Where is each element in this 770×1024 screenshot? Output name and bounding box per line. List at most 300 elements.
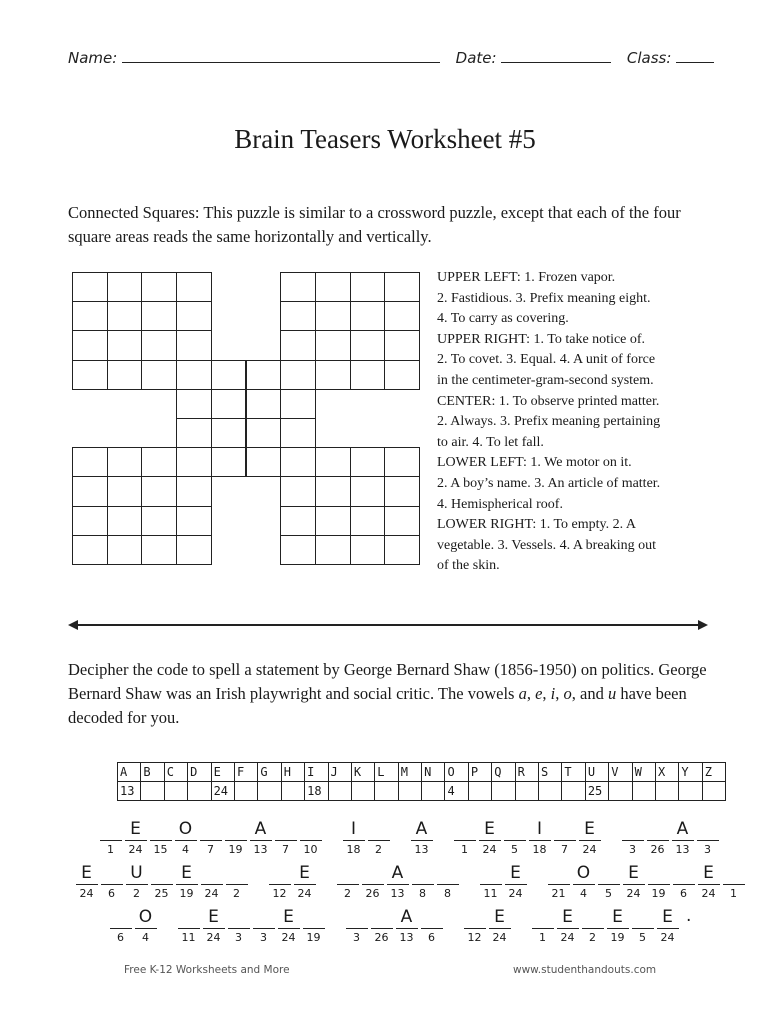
key-letter-cell: U — [585, 763, 608, 782]
grid-cell[interactable] — [350, 476, 386, 506]
grid-cell[interactable] — [72, 272, 108, 302]
key-number-cell[interactable]: 24 — [211, 782, 234, 801]
code-number: 13 — [399, 931, 414, 944]
key-number-cell[interactable] — [258, 782, 281, 801]
grid-cell[interactable] — [72, 330, 108, 360]
key-letters-row — [118, 763, 726, 782]
code-number: 4 — [182, 843, 189, 856]
grid-cell[interactable] — [141, 506, 177, 536]
cipher-slot[interactable] — [571, 862, 596, 900]
grid-cell[interactable] — [107, 535, 143, 565]
cipher-slot[interactable] — [462, 906, 487, 944]
cipher-slot[interactable] — [409, 818, 434, 856]
key-letter-cell: A — [118, 763, 141, 782]
grid-cell[interactable] — [176, 476, 212, 506]
cipher-slot[interactable] — [173, 818, 198, 856]
cipher-slot[interactable] — [502, 818, 527, 856]
grid-cell[interactable] — [280, 301, 316, 331]
grid-cell[interactable] — [176, 389, 212, 419]
section2-intro — [68, 658, 708, 730]
code-number: 24 — [508, 887, 523, 900]
grid-cell[interactable] — [72, 535, 108, 565]
decoded-letter — [275, 818, 297, 841]
cipher-slot[interactable] — [198, 818, 223, 856]
code-number: 12 — [467, 931, 482, 944]
decoded-letter — [300, 818, 322, 841]
cipher-slot[interactable] — [419, 906, 444, 944]
key-letter-cell: N — [422, 763, 445, 782]
code-number: 6 — [117, 931, 124, 944]
key-number-cell[interactable] — [375, 782, 398, 801]
clue-line: 2. Fastidious. 3. Prefix meaning eight. — [437, 290, 651, 306]
grid-cell[interactable] — [350, 447, 386, 477]
key-letter-cell: C — [164, 763, 187, 782]
grid-cell[interactable] — [384, 330, 420, 360]
key-number-cell[interactable] — [234, 782, 257, 801]
code-number: 2 — [375, 843, 382, 856]
decoded-letter — [480, 862, 502, 885]
cipher-slot[interactable] — [630, 906, 655, 944]
code-number: 24 — [79, 887, 94, 900]
code-number: 24 — [281, 931, 296, 944]
date-line — [501, 48, 611, 63]
grid-cell[interactable] — [107, 301, 143, 331]
code-number: 8 — [444, 887, 451, 900]
code-number: 5 — [511, 843, 518, 856]
decoded-letter: E — [657, 906, 679, 929]
code-number: 26 — [365, 887, 380, 900]
cipher-slot[interactable] — [298, 818, 323, 856]
cipher-slot[interactable] — [596, 862, 621, 900]
key-number-cell[interactable] — [562, 782, 585, 801]
grid-cell[interactable] — [141, 360, 177, 390]
decoded-letter — [504, 818, 526, 841]
decoded-letter: A — [250, 818, 272, 841]
decoded-letter: A — [672, 818, 694, 841]
decoded-letter: I — [343, 818, 365, 841]
code-number: 24 — [560, 931, 575, 944]
cipher-slot[interactable] — [335, 862, 360, 900]
decoded-letter — [371, 906, 393, 929]
vowel-u: u — [607, 684, 617, 703]
grid-cell[interactable] — [384, 272, 420, 302]
cipher-slot[interactable] — [620, 818, 645, 856]
code-number: 13 — [414, 843, 429, 856]
code-number: 13 — [253, 843, 268, 856]
grid-cell[interactable] — [176, 272, 212, 302]
grid-cell[interactable] — [384, 506, 420, 536]
code-number: 19 — [179, 887, 194, 900]
grid-cell[interactable] — [315, 272, 351, 302]
sep: , — [555, 684, 564, 703]
key-letter-cell: V — [609, 763, 632, 782]
cipher-slot[interactable] — [124, 862, 149, 900]
cipher-slot[interactable] — [248, 818, 273, 856]
code-number: 4 — [580, 887, 587, 900]
cipher-slot[interactable] — [477, 818, 502, 856]
grid-cell[interactable] — [72, 301, 108, 331]
code-number: 19 — [306, 931, 321, 944]
cipher-slot[interactable] — [176, 906, 201, 944]
cipher-slot[interactable] — [148, 818, 173, 856]
cipher-slot[interactable] — [696, 862, 721, 900]
cipher-slot[interactable] — [223, 818, 248, 856]
grid-cell[interactable] — [384, 360, 420, 390]
cipher-slot[interactable] — [366, 818, 391, 856]
grid-cell[interactable] — [141, 330, 177, 360]
cipher-slot[interactable] — [201, 906, 226, 944]
code-number: 21 — [551, 887, 566, 900]
cipher-slot[interactable] — [344, 906, 369, 944]
cipher-slot[interactable] — [503, 862, 528, 900]
code-number: 2 — [589, 931, 596, 944]
name-label: Name: — [68, 49, 118, 67]
code-number: 11 — [483, 887, 498, 900]
key-number-cell[interactable] — [188, 782, 211, 801]
grid-cell[interactable] — [176, 330, 212, 360]
cipher-slot[interactable] — [695, 818, 720, 856]
vowel-a: a — [518, 684, 527, 703]
grid-cell[interactable] — [176, 418, 212, 448]
key-number-cell[interactable] — [422, 782, 445, 801]
grid-cell[interactable] — [211, 418, 247, 448]
decoded-letter — [412, 862, 434, 885]
decoded-letter: E — [479, 818, 501, 841]
grid-cell[interactable] — [107, 272, 143, 302]
grid-cell[interactable] — [72, 360, 108, 390]
clue-line: LOWER RIGHT: 1. To empty. 2. A — [437, 517, 636, 533]
cipher-slot[interactable] — [487, 906, 512, 944]
cipher-slot[interactable] — [267, 862, 292, 900]
decoded-letter: E — [489, 906, 511, 929]
cipher-slot[interactable] — [174, 862, 199, 900]
grid-cell[interactable] — [72, 506, 108, 536]
key-letter-cell: M — [398, 763, 421, 782]
code-number: 24 — [660, 931, 675, 944]
cipher-slot[interactable] — [645, 818, 670, 856]
grid-cell[interactable] — [107, 330, 143, 360]
clue-line: 4. Hemispherical roof. — [437, 496, 563, 512]
grid-cell[interactable] — [176, 360, 212, 390]
sep: , — [542, 684, 551, 703]
clue-line: CENTER: 1. To observe printed matter. — [437, 393, 660, 409]
grid-cell[interactable] — [280, 418, 316, 448]
cipher-slot[interactable] — [149, 862, 174, 900]
grid-cell[interactable] — [176, 301, 212, 331]
decoded-letter — [253, 906, 275, 929]
decoded-letter: E — [176, 862, 198, 885]
code-number: 24 — [204, 887, 219, 900]
key-number-cell[interactable] — [281, 782, 304, 801]
cipher-slot[interactable] — [655, 906, 680, 944]
decoded-letter — [598, 862, 620, 885]
cipher-slot[interactable] — [552, 818, 577, 856]
grid-cell[interactable] — [315, 447, 351, 477]
cipher-slot[interactable] — [292, 862, 317, 900]
cipher-slot[interactable] — [621, 862, 646, 900]
decoded-letter: E — [607, 906, 629, 929]
cipher-slot[interactable] — [273, 818, 298, 856]
key-number-cell[interactable] — [539, 782, 562, 801]
code-number: 24 — [626, 887, 641, 900]
code-number: 19 — [610, 931, 625, 944]
grid-cell[interactable] — [246, 418, 282, 448]
cipher-slot[interactable] — [98, 818, 123, 856]
key-letter-cell: P — [468, 763, 491, 782]
grid-cell[interactable] — [246, 360, 282, 390]
code-number: 1 — [461, 843, 468, 856]
key-letter-cell: K — [351, 763, 374, 782]
code-number: 6 — [428, 931, 435, 944]
key-number-cell[interactable]: 18 — [305, 782, 328, 801]
key-number-cell[interactable]: 25 — [585, 782, 608, 801]
cipher-slot[interactable] — [133, 906, 158, 944]
key-number-cell[interactable] — [609, 782, 632, 801]
code-number: 19 — [228, 843, 243, 856]
decoded-letter — [200, 818, 222, 841]
grid-cell[interactable] — [280, 272, 316, 302]
intro-text-b: have been decoded for you. — [68, 684, 687, 727]
decoded-letter — [622, 818, 644, 841]
cipher-slot[interactable] — [199, 862, 224, 900]
key-letter-cell: D — [188, 763, 211, 782]
decoded-letter — [303, 906, 325, 929]
key-number-cell[interactable] — [679, 782, 702, 801]
key-letter-cell: B — [141, 763, 164, 782]
decoded-letter: U — [126, 862, 148, 885]
grid-cell[interactable] — [141, 447, 177, 477]
grid-cell[interactable] — [280, 506, 316, 536]
decoded-letter: E — [698, 862, 720, 885]
decoded-letter — [723, 862, 745, 885]
grid-cell[interactable] — [141, 272, 177, 302]
code-number: 24 — [482, 843, 497, 856]
grid-cell[interactable] — [211, 447, 247, 477]
grid-cell[interactable] — [176, 447, 212, 477]
grid-cell[interactable] — [350, 301, 386, 331]
key-number-cell[interactable] — [492, 782, 515, 801]
cipher-slot[interactable] — [721, 862, 746, 900]
decoded-letter — [632, 906, 654, 929]
code-number: 2 — [233, 887, 240, 900]
decoded-letter: E — [125, 818, 147, 841]
decoded-letter — [269, 862, 291, 885]
cipher-slot[interactable] — [452, 818, 477, 856]
grid-cell[interactable] — [384, 535, 420, 565]
code-number: 13 — [390, 887, 405, 900]
grid-cell[interactable] — [72, 447, 108, 477]
code-number: 1 — [107, 843, 114, 856]
sep: , — [526, 684, 536, 703]
grid-cell[interactable] — [384, 476, 420, 506]
class-label: Class: — [626, 49, 672, 67]
decoded-letter — [201, 862, 223, 885]
key-number-cell[interactable] — [351, 782, 374, 801]
grid-cell[interactable] — [176, 535, 212, 565]
grid-cell[interactable] — [141, 476, 177, 506]
cipher-slot[interactable] — [276, 906, 301, 944]
class-line — [676, 48, 714, 63]
grid-cell[interactable] — [107, 447, 143, 477]
cipher-slot[interactable] — [670, 818, 695, 856]
key-number-cell[interactable] — [468, 782, 491, 801]
code-number: 8 — [419, 887, 426, 900]
code-number: 7 — [282, 843, 289, 856]
decoded-letter — [178, 906, 200, 929]
clue-line: of the skin. — [437, 558, 500, 574]
code-number: 25 — [154, 887, 169, 900]
decoded-letter — [454, 818, 476, 841]
grid-cell[interactable] — [141, 535, 177, 565]
grid-cell[interactable] — [107, 476, 143, 506]
key-number-cell[interactable] — [702, 782, 725, 801]
key-letter-cell: F — [234, 763, 257, 782]
decoded-letter — [582, 906, 604, 929]
grid-cell[interactable] — [280, 447, 316, 477]
key-letter-cell: R — [515, 763, 538, 782]
intro-text-a: Decipher the code to spell a statement by George Bernard Shaw (1856-1950) on politics. George Bernard Shaw was an Irish playwright and social critic. The vowels — [68, 660, 707, 703]
grid-cell[interactable] — [350, 506, 386, 536]
decoded-letter: E — [203, 906, 225, 929]
decoded-letter: A — [396, 906, 418, 929]
cipher-slot[interactable] — [410, 862, 435, 900]
grid-cell[interactable] — [176, 506, 212, 536]
cipher-slot[interactable] — [74, 862, 99, 900]
cipher-slot[interactable] — [224, 862, 249, 900]
cipher-slot[interactable] — [435, 862, 460, 900]
decoded-letter: O — [175, 818, 197, 841]
code-number: 2 — [133, 887, 140, 900]
decoded-letter: E — [505, 862, 527, 885]
grid-cell[interactable] — [384, 447, 420, 477]
key-number-cell[interactable] — [164, 782, 187, 801]
clues-list — [437, 268, 712, 577]
cipher-slot[interactable] — [555, 906, 580, 944]
cipher-slot[interactable] — [394, 906, 419, 944]
grid-cell[interactable] — [315, 506, 351, 536]
vowel-e: e — [535, 684, 543, 703]
code-number: 3 — [704, 843, 711, 856]
code-number: 5 — [639, 931, 646, 944]
cipher-slot[interactable] — [301, 906, 326, 944]
key-number-cell[interactable] — [328, 782, 351, 801]
cipher-slot[interactable] — [671, 862, 696, 900]
grid-cell[interactable] — [315, 476, 351, 506]
footer-right: www.studenthandouts.com — [513, 964, 657, 976]
key-number-cell[interactable] — [632, 782, 655, 801]
grid-cell[interactable] — [72, 476, 108, 506]
grid-cell[interactable] — [211, 389, 247, 419]
cipher-slot[interactable] — [527, 818, 552, 856]
code-number: 7 — [561, 843, 568, 856]
code-number: 5 — [605, 887, 612, 900]
code-number: 24 — [582, 843, 597, 856]
grid-cell[interactable] — [350, 272, 386, 302]
code-number: 3 — [353, 931, 360, 944]
cipher-slot[interactable] — [580, 906, 605, 944]
cipher-slot[interactable] — [99, 862, 124, 900]
grid-cell[interactable] — [107, 360, 143, 390]
grid-cell[interactable] — [315, 301, 351, 331]
key-letter-cell: X — [655, 763, 678, 782]
clue-line: UPPER LEFT: 1. Frozen vapor. — [437, 270, 616, 285]
decoded-letter — [421, 906, 443, 929]
code-number: 24 — [206, 931, 221, 944]
decoded-letter — [532, 906, 554, 929]
key-number-cell[interactable] — [141, 782, 164, 801]
decoded-letter: E — [278, 906, 300, 929]
key-number-cell[interactable] — [655, 782, 678, 801]
decoded-letter — [362, 862, 384, 885]
grid-cell[interactable] — [350, 360, 386, 390]
key-number-cell[interactable]: 4 — [445, 782, 468, 801]
cipher-slot[interactable] — [646, 862, 671, 900]
key-number-cell[interactable] — [398, 782, 421, 801]
grid-cell[interactable] — [315, 330, 351, 360]
key-number-cell[interactable]: 13 — [118, 782, 141, 801]
grid-cell[interactable] — [280, 389, 316, 419]
decoded-letter — [226, 862, 248, 885]
decoded-letter: A — [387, 862, 409, 885]
key-letter-cell: E — [211, 763, 234, 782]
cipher-slot[interactable] — [605, 906, 630, 944]
decoded-letter — [346, 906, 368, 929]
cipher-slot[interactable] — [360, 862, 385, 900]
grid-cell[interactable] — [246, 447, 282, 477]
decoded-letter — [673, 862, 695, 885]
cipher-slot[interactable] — [546, 862, 571, 900]
grid-cell[interactable] — [350, 330, 386, 360]
key-number-cell[interactable] — [515, 782, 538, 801]
grid-cell[interactable] — [107, 506, 143, 536]
cipher-slot[interactable] — [108, 906, 133, 944]
key-letter-cell: G — [258, 763, 281, 782]
cipher-slot[interactable] — [478, 862, 503, 900]
grid-cell[interactable] — [280, 360, 316, 390]
cipher-slot[interactable] — [577, 818, 602, 856]
code-number: 19 — [651, 887, 666, 900]
decoded-letter — [150, 818, 172, 841]
grid-cell[interactable] — [141, 301, 177, 331]
cipher-row — [74, 862, 737, 902]
cipher-slot[interactable] — [341, 818, 366, 856]
decoded-letter — [437, 862, 459, 885]
grid-cell[interactable] — [315, 535, 351, 565]
cipher-slot[interactable] — [369, 906, 394, 944]
grid-cell[interactable] — [280, 535, 316, 565]
code-number: 10 — [303, 843, 318, 856]
cipher-slot[interactable] — [226, 906, 251, 944]
code-number: 24 — [128, 843, 143, 856]
code-number: 24 — [701, 887, 716, 900]
cipher-slot[interactable] — [251, 906, 276, 944]
divider-arrow — [68, 618, 708, 632]
cipher-slot[interactable] — [530, 906, 555, 944]
grid-cell[interactable] — [350, 535, 386, 565]
decoded-letter — [151, 862, 173, 885]
name-line — [122, 48, 440, 63]
grid-cell[interactable] — [384, 301, 420, 331]
cipher-slot[interactable] — [123, 818, 148, 856]
decoded-letter — [100, 818, 122, 841]
grid-cell[interactable] — [280, 476, 316, 506]
grid-cell[interactable] — [211, 360, 247, 390]
footer-left: Free K-12 Worksheets and More — [124, 964, 290, 976]
grid-cell[interactable] — [315, 360, 351, 390]
grid-cell[interactable] — [280, 330, 316, 360]
grid-cell[interactable] — [246, 389, 282, 419]
cipher-slot[interactable] — [385, 862, 410, 900]
